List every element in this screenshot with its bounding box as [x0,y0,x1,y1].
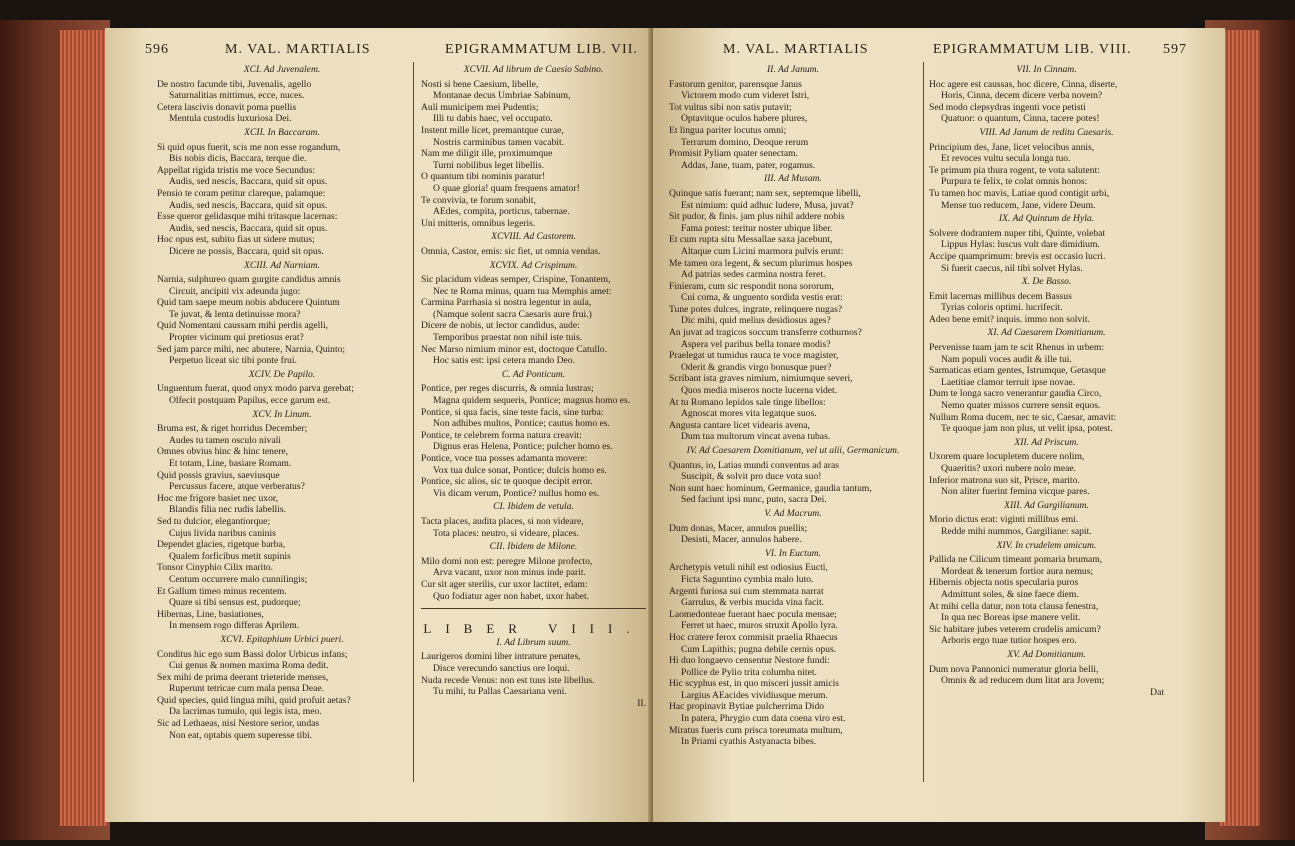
verse-line: Aspera vel paribus bella tonare modis? [681,338,831,350]
verse-line: Percussus facere, atque verberatus? [169,481,305,493]
verse-line: Blandis filia nec rudis labellis. [169,504,286,516]
verse-line: Non eat, optabis quem superesse tibi. [169,729,313,741]
verse-line: Cui coma, & unguento sordida vestis erat: [681,292,843,304]
verse-line: Quatuor: o quantum, Cinna, tacere potes! [941,113,1100,125]
verse-line: Et revoces vultu secula longa tuo. [941,153,1071,165]
verse-line: Promisit Pyliam quater senectam. [669,148,798,160]
verse-line: Laurigeros domini liber intrature penates, [421,651,581,663]
verse-line: Cum Lapithis; pugna debile cernis opus. [681,643,837,655]
left-page-column-2 [421,62,646,709]
verse-line: Perpetuo liceat sic tibi ponte frui. [169,355,297,367]
verse-line: Te convivia, te forum sonabit, [421,194,536,206]
verse-line: Uxorem quare locupletem ducere nolim, [929,451,1085,463]
verse-line: In Priami cyathis Astyanacta bibes. [681,736,817,748]
verse-line: Montanae decus Umbriae Sabinum, [433,90,571,102]
epigram-title: VI. In Euctum. [765,547,821,559]
verse-line: Pontice, voce tua posses adamanta movere: [421,453,588,464]
verse-line: De nostro facunde tibi, Juvenalis, agello [157,78,312,90]
verse-line: Fama potest: teritur noster ubique liber. [681,222,833,234]
verse-line: Tota places: neutro, si videare, places. [433,527,579,539]
verse-line: O quae gloria! quam frequens amator! [433,182,580,194]
column-rule [413,62,414,782]
epigram-title: I. Ad Librum suum. [496,636,571,648]
verse-line: Admittunt soles, & sine faece diem. [941,588,1079,600]
verse-line: Hoc cratere ferox commisit praelia Rhaecus [669,631,838,643]
verse-line: Praelegat ut tumidus rauca te voce magister, [669,350,839,362]
verse-line: Adeo bene emit? inquis. immo non solvit. [929,313,1090,325]
verse-line: Conditus hic ego sum Bassi dolor Urbicus infans; [157,648,348,660]
verse-line: Laomedonteae fuerant haec pocula mensae; [669,608,837,620]
section-rule [421,608,646,609]
verse-line: Quare si tibi sensus est, pudorque; [169,597,301,609]
verse-line: Est nimium: quid adhuc ludere, Musa, juvat? [681,199,854,211]
epigram-title: X. De Basso. [1021,276,1072,288]
verse-line: Magna quidem sequeris, Pontice; magnus homo es. [433,395,631,407]
verse-line: Saturnalitias mittimus, ecce, nuces. [169,90,305,102]
right-page [653,28,1225,822]
epigram-title: CII. Ibidem de Milone. [489,541,578,553]
verse-line: Mordeat & tenerum fortior aura nemus; [941,565,1094,577]
verse-line: Omnia, Castor, emis: sic fiet, ut omnia vendas. [421,245,601,257]
verse-line: Sed modo clepsydras ingenti voce petisti [929,101,1086,113]
verse-line: Ad patrias sedes carmina nostra feret. [681,269,826,281]
verse-line: Sed faciunt ipsi nunc, puto, sacra Dei. [681,494,827,506]
verse-line: Tot vultus sibi non satis putavit; [669,101,792,113]
verse-line: Hoc opus est, subito fias ut sidere mutus; [157,234,315,246]
epigram-title: III. Ad Musam. [764,173,822,185]
verse-line: At tu Romano lepidos sale tinge libellos: [669,396,826,408]
verse-line: Pontice, sic alios, sic te quoque decipit error. [421,476,593,488]
verse-line: Dependet glacies, rigetque barba, [157,539,286,551]
verse-line: Hibernis objecta notis specularia puros [929,577,1079,589]
verse-line: Non adhibes multos, Pontice; cautus homo es. [433,418,610,430]
epigram-title: XCIV. De Papilo. [248,368,316,380]
verse-line: Dignus eras Helena, Pontice; pulcher homo es. [433,441,613,453]
verse-line: Nostris carminibus tamen vacabit. [433,136,565,148]
verse-line: Pontice, per reges discurris, & omnia lustras; [421,383,594,395]
verse-line: Victorem modo cum videret Istri, [681,90,810,102]
verse-line: Altaque cum Licini marmora pulvis erunt: [681,245,844,257]
verse-line: Dum donas, Macer, annulos puellis; [669,522,808,534]
verse-line: Si fuerit caecus, nil tibi solvet Hylas. [941,262,1083,274]
verse-line: Sic habitare jubes veterem crudelis amicum? [929,623,1101,635]
verse-line: Qualem forficibus metit supinis [169,550,291,562]
epigram-title: IV. Ad Caesarem Domitianum, vel ut alii, Germanicum. [686,445,900,456]
verse-line: Lippus Hylas: luscus vult dare dimidium. [941,239,1100,251]
right-page-column-2 [929,62,1164,698]
epigram-title: XI. Ad Caesarem Domitianum. [987,327,1106,339]
epigram-title: XCI. Ad Juvenalem. [243,64,321,75]
verse-line: Finieram, cum sic respondit nona sororum, [669,280,834,292]
verse-line: Pontice, si qua facis, sine teste facis, sine turba: [421,406,604,418]
verse-line: (Namque solent sacra Caesaris aure frui.) [433,308,592,320]
verse-line: Vox tua dulce sonat, Pontice; dulcis homo es. [433,464,607,476]
verse-line: Tacta places, audita places, si non videare, [421,515,584,527]
verse-line: Audis, sed nescis, Baccara, quid sit opus. [169,199,328,211]
verse-line: Et totam, Line, basiare Romam. [169,458,292,469]
verse-line: Pensio te coram petitur clareque, palamque: [157,187,326,199]
epigram-title: XIII. Ad Gargilianum. [1004,499,1089,511]
verse-line: O quantum tibi nominis paratur! [421,171,546,183]
verse-line: Vis dicam verum, Pontice? nullus homo es. [433,487,600,499]
verse-line: Hi duo longaevo censentur Nestore fundi: [669,655,830,667]
verse-line: Hoc satis est: ipsi cetera mando Deo. [433,355,575,367]
verse-line: Olfecit postquam Papilus, ecce garum est. [169,395,331,407]
verse-line: Horis, Cinna, decem dicere verba novem? [941,90,1103,102]
verse-line: Temporibus praestat non nihil iste tuis. [433,332,583,344]
verse-line: Sed jam parce mihi, nec abutere, Narnia, Quinto; [157,343,346,355]
verse-line: Pontice, te celebrem forma natura creavit: [421,429,582,441]
verse-line: Quos media miseros nocte lucerna videt. [681,385,838,397]
verse-line: Terrarum domino, Deoque rerum [681,136,809,148]
verse-line: Nullum Roma ducem, nec te sic, Caesar, amavit: [929,411,1117,423]
verse-line: Tyrias coloris optimi. lucrifecit. [941,302,1063,314]
verse-line: Angusta cantare licet videaris avena, [669,419,810,431]
epigram-title: C. Ad Ponticum. [501,368,566,380]
verse-line: Redde mihi nummos, Gargiliane: sapit. [941,525,1092,537]
verse-line: Mentula custodis luxuriosa Dei. [169,113,292,125]
verse-line: Desisti, Macer, annulos habere. [681,534,802,546]
verse-line: Hoc me frigore basiet nec uxor, [157,492,279,504]
verse-line: Et lingua pariter locutus omni; [669,124,787,136]
verse-line: Circuit, ancipiti vix adeunda jugo: [169,285,301,297]
verse-line: Argenti furiosa sui cum stemmata narrat [669,585,824,597]
epigram-title: XII. Ad Priscum. [1014,436,1079,448]
verse-line: In patera, Phrygio cum data coena viro est. [681,713,846,725]
verse-line: Disce verecundo sanctius ore loqui. [433,662,570,674]
verse-line: Propter vicinum qui pretiosus erat? [169,332,304,344]
page-edges-left [60,30,108,826]
verse-line: Emit lacernas millibus decem Bassus [929,290,1072,302]
verse-line: Laetitiae clamor terruit ipse novae. [941,376,1075,388]
verse-line: Bruma est, & riget horridus December; [157,423,308,435]
verse-line: Agnoscat mores vita legatque suos. [681,408,817,420]
column-rule [923,62,924,782]
verse-line: Audes tu tamen osculo nivali [169,434,281,446]
verse-line: Solvere dodrantem nuper tibi, Quinte, volebat [929,227,1106,239]
verse-line: In qua nec Boreas ipse manere velit. [941,612,1081,624]
verse-line: Addas, Jane, tuam, pater, rogamus. [681,159,816,171]
verse-line: Cur sit ager sterilis, cur uxor lactitet, edam: [421,578,588,590]
verse-line: Hoc agere est caussas, hoc dicere, Cinna, diserte, [929,78,1118,90]
verse-line: Pollice de Pylio trita columba nitet. [681,666,817,678]
verse-line: Dicere ne possis, Baccara, quid sit opus. [169,245,324,257]
verse-line: Nemo quater missos currere sensit equos. [941,400,1101,412]
verse-line: Sic placidum videas semper, Crispine, Tonantem, [421,274,611,286]
verse-line: Nam me diligit ille, proximumque [421,148,553,160]
verse-line: Turni nobilibus leget libellis. [433,159,545,171]
verse-line: In mensem rogo differas Aprilem. [169,620,300,632]
catchword: II. [637,697,646,709]
verse-line: Et cum rupta situ Messallae saxa jacebunt, [669,234,833,246]
verse-line: Nam populi voces audit & ille tui. [941,353,1072,365]
header-author: M. VAL. MARTIALIS [225,42,371,57]
verse-line: Omnis & ad reducem dum litat ara Jovem; [941,675,1105,687]
epigram-title: XV. Ad Domitianum. [1007,648,1086,660]
verse-line: Principium des, Jane, licet velocibus annis, [929,141,1095,153]
verse-line: Pervenisse tuam jam te scit Rhenus in urbem: [929,342,1105,354]
epigram-title: VIII. Ad Janum de reditu Caesaris. [979,126,1114,138]
left-page [105,28,653,822]
verse-line: Oderit & grandis virgo bonusque puer? [681,361,832,373]
verse-line: Sarmaticas etiam gentes, Istrumque, Getasque [929,365,1106,377]
verse-line: Quo fodiatur ager non habet, uxor habet. [433,590,590,602]
epigram-title: XCVII. Ad librum de Caesio Sabino. [463,64,604,75]
verse-line: Quinque satis fuerant; nam sex, septemque libelli, [669,187,861,199]
left-running-head [105,42,653,62]
book-heading: LIBER VIII. [423,621,644,637]
verse-line: Instent mille licet, premantque curae, [421,124,564,136]
epigram-title: II. Ad Janum. [766,64,820,75]
verse-line: Centum occurrere malo cunnilingis; [169,573,308,585]
verse-line: Sit pudor, & finis. jam plus nihil addere nobis [669,211,845,223]
verse-line: At mihi cella datur, non tota clausa fenestra, [929,600,1099,612]
verse-line: Et Gallum timeo minus recentem. [157,585,287,597]
verse-line: Esse queror gelidasque mihi tritasque lacernas: [157,211,338,223]
verse-line: Uni mitteris, omnibus legeris. [421,217,536,229]
verse-line: Te primum pia thura rogent, te vota salutent: [929,164,1100,176]
verse-line: Suscipit, & solvit pro duce vota suo! [681,471,822,483]
verse-line: Optavitque oculos habere plures, [681,113,808,125]
verse-line: Miratus fueris cum prisca toreumata multum, [669,724,843,736]
verse-line: Fastorum genitor, parensque Janus [669,78,802,90]
epigram-title: V. Ad Macrum. [764,507,822,519]
verse-line: Illi tu dabis haec, vel occupato. [433,113,553,125]
verse-line: Si quid opus fuerit, scis me non esse rogandum, [157,141,341,153]
verse-line: Da lacrimas tumulo, qui legis ista, meo. [169,706,322,718]
verse-line: Sex mihi de prima deerant trieteride menses, [157,671,329,683]
verse-line: Te quoque jam non plus, ut velit ipsa, potest. [941,423,1113,435]
verse-line: Me tamen ora legent, & secum plurimus hospes [669,257,853,269]
header-book: EPIGRAMMATUM LIB. VII. [445,42,638,57]
verse-line: Largius AEacides vividiusque merum. [681,689,828,701]
verse-line: Auli municipem mei Pudentis; [421,101,539,113]
verse-line: Sic ad Lethaeas, nisi Nestore serior, undas [157,718,320,730]
verse-line: Hibernas, Line, basiationes, [157,608,264,620]
verse-line: Nec te Roma minus, quam tua Memphis amet: [433,285,612,297]
verse-line: Appellat rigida tristis me voce Secundus: [157,164,315,176]
verse-line: Tu mihi, tu Pallas Caesariana veni. [433,686,567,698]
verse-line: Archetypis vetuli nihil est odiosius Eucti, [669,562,828,574]
verse-line: Audis, sed nescis, Baccara, quid sit opus. [169,222,328,234]
verse-line: Dum tua multorum vincat avena tubas. [681,431,831,443]
verse-line: Inferior matrona suo sit, Prisce, marito. [929,474,1080,486]
verse-line: Nuda recede Venus: non est tuus iste libellus. [421,674,595,686]
epigram-title: CI. Ibidem de vetula. [493,501,574,513]
verse-line: Non aliter fuerint femina vicque pares. [941,486,1090,498]
verse-line: An juvat ad tragicos soccum transferre cothurnos? [669,327,862,339]
epigram-title: XCVI. Epitaphium Urbici pueri. [220,633,344,645]
epigram-title: IX. Ad Quintum de Hyla. [998,213,1095,225]
verse-line: Purpura te felix, te colat omnis honos: [941,176,1088,188]
verse-line: Narnia, sulphureo quam gurgite candidus amnis [157,274,341,286]
verse-line: Scribant ista graves nimium, nimiumque severi, [669,373,853,385]
verse-line: Unguentum fuerat, quod onyx modo parva gerebat; [157,383,354,395]
verse-line: Mense tuo reducem, Jane, videre Deum. [941,199,1096,211]
right-page-column-1 [669,62,917,748]
page-number: 597 [1163,42,1187,57]
verse-line: Ficta Saguntino cymbia malo luto. [681,573,814,585]
verse-line: Quid species, quid lingua mihi, quid profuit aetas? [157,694,351,706]
verse-line: Pallida ne Cilicum timeant pomaria brumam, [929,554,1103,566]
verse-line: Cui genus & nomen maxima Roma dedit. [169,660,329,672]
verse-line: Cujus livida naribus caninis [169,527,276,539]
epigram-title: XCII. In Baccaram. [244,126,320,138]
verse-line: Tonsor Cinyphio Cilix marito. [157,562,274,574]
verse-line: Milo domi non est: peregre Milone profecto, [421,555,593,567]
verse-line: Dic mihi, quid melius desidiosus ages? [681,315,831,327]
right-running-head [653,42,1225,62]
epigram-title: XCIII. Ad Narniam. [243,259,321,271]
verse-line: Omnes obvius hinc & hinc tenere, [157,446,289,458]
epigram-title: XIV. In crudelem amicum. [996,539,1097,551]
verse-line: Carmina Parrhasia si nostra legentur in aula, [421,297,592,309]
verse-line: Quid Nomentani caussam mihi perdis agelli, [157,320,329,332]
verse-line: Bis nobis dicis, Baccara, terque die. [169,153,307,165]
epigram-title: XCVIII. Ad Castorem. [491,231,576,243]
verse-line: Tu tamen hoc mavis, Latiae quod contigit urbi, [929,187,1110,199]
left-page-column-1 [157,62,407,741]
verse-line: Arva vacant, uxor non minus inde parit. [433,567,586,579]
verse-line: Dicere de nobis, ut lector candidus, aude: [421,320,580,332]
verse-line: Ferret ut haec, muros struxit Apollo lyra. [681,620,838,632]
verse-line: Nosti si bene Caesium, libelle, [421,78,539,90]
verse-line: Sed tu dulcior, elegantiorque; [157,515,271,527]
verse-line: Te juvat, & lenta detinuisse mora? [169,308,301,320]
verse-line: Dum nova Pannonici numeratur gloria belli, [929,663,1099,675]
verse-line: Dum te longa sacro venerantur gaudia Circo, [929,388,1102,400]
verse-line: Hic scyphus est, in quo misceri jussit amicis [669,678,840,690]
page-number: 596 [145,42,169,57]
verse-line: Hac propinavit Bytiae pulcherrima Dido [669,701,825,713]
verse-line: Ruperunt tetricae cum mala pensa Deae. [169,683,325,695]
epigram-title: XCV. In Linum. [252,408,312,420]
verse-line: Tune potes dulces, ingrate, relinquere nugas? [669,303,843,315]
header-book: EPIGRAMMATUM LIB. VIII. [933,42,1132,57]
verse-line: Quid tam saepe meum nobis abducere Quintum [157,297,340,309]
verse-line: Quaeritis? uxori nubere nolo meae. [941,463,1077,474]
header-author: M. VAL. MARTIALIS [723,42,869,57]
verse-line: Accipe quamprimum: brevis est occasio lucri. [929,250,1106,262]
verse-line: Quid possis gravius, saeviusque [157,469,280,481]
verse-line: Garrulus, & verbis mucida vina facit. [681,597,825,609]
catchword: Dat [1150,686,1164,698]
page-edges-right [1220,30,1260,826]
verse-line: Arboris ergo tuae tutior hospes ero. [941,635,1077,647]
verse-line: Nec Marso nimium minor est, doctoque Catullo. [421,343,607,355]
epigram-title: VII. In Cinnam. [1016,64,1077,75]
verse-line: Cetera lascivis donavit poma puellis [157,101,297,113]
verse-line: Morio dictus erat: viginti millibus emi. [929,514,1079,526]
verse-line: Non sunt haec hominum, Germanice, gaudia tantum, [669,482,872,494]
verse-line: Quantus, io, Latias mundi conventus ad aras [669,459,839,471]
verse-line: Audis, sed nescis, Baccara, quid sit opus. [169,176,328,188]
verse-line: AEdes, compita, porticus, tabernae. [433,206,570,218]
epigram-title: XCVIX. Ad Crispinum. [489,259,578,271]
